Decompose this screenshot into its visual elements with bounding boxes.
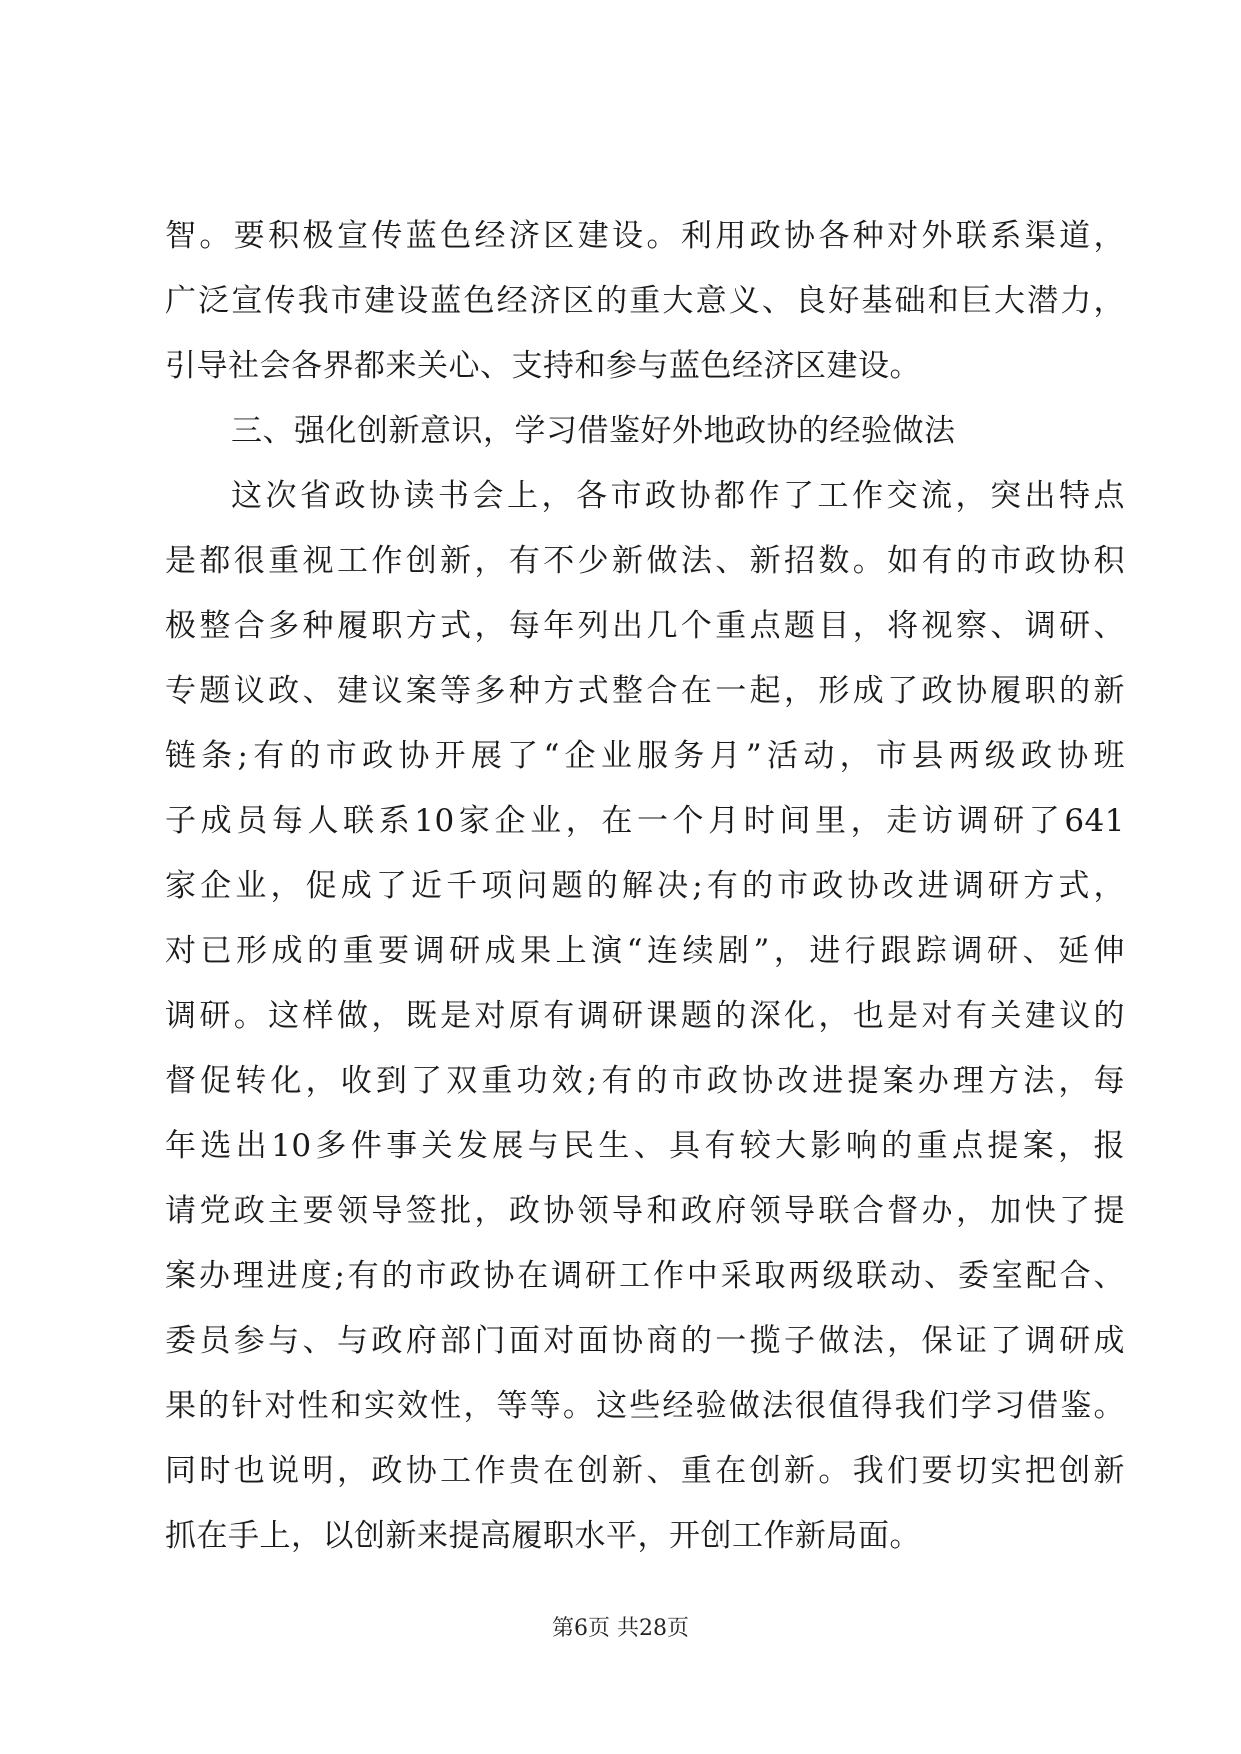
text-line: 是都很重视工作创新，有不少新做法、新招数。如有的市政协积 — [165, 543, 1125, 579]
text-line: 广泛宣传我市建设蓝色经济区的重大意义、良好基础和巨大潜力， — [165, 283, 1125, 319]
text-line: 同时也说明，政协工作贵在创新、重在创新。我们要切实把创新 — [165, 1453, 1125, 1489]
text-line: 委员参与、与政府部门面对面协商的一揽子做法，保证了调研成 — [165, 1323, 1125, 1359]
text-line: 链条;有的市政协开展了“企业服务月”活动，市县两级政协班 — [165, 738, 1125, 774]
text-line: 年选出10多件事关发展与民生、具有较大影响的重点提案，报 — [165, 1128, 1125, 1164]
text-line: 极整合多种履职方式，每年列出几个重点题目，将视察、调研、 — [165, 608, 1125, 644]
text-line: 果的针对性和实效性，等等。这些经验做法很值得我们学习借鉴。 — [165, 1388, 1125, 1424]
text-line: 智。要积极宣传蓝色经济区建设。利用政协各种对外联系渠道， — [165, 218, 1125, 254]
text-line: 抓在手上，以创新来提高履职水平，开创工作新局面。 — [165, 1518, 921, 1554]
text-line: 对已形成的重要调研成果上演“连续剧”，进行跟踪调研、延伸 — [165, 933, 1125, 969]
text-line: 督促转化，收到了双重功效;有的市政协改进提案办理方法，每 — [165, 1063, 1125, 1099]
text-line: 这次省政协读书会上，各市政协都作了工作交流，突出特点 — [231, 478, 1125, 514]
body-text — [165, 204, 1125, 1569]
text-line: 引导社会各界都来关心、支持和参与蓝色经济区建设。 — [165, 348, 921, 384]
text-line: 请党政主要领导签批，政协领导和政府领导联合督办，加快了提 — [165, 1193, 1125, 1229]
text-line: 案办理进度;有的市政协在调研工作中采取两级联动、委室配合、 — [165, 1258, 1125, 1294]
text-line: 家企业，促成了近千项问题的解决;有的市政协改进调研方式， — [165, 868, 1125, 904]
text-line: 子成员每人联系10家企业，在一个月时间里，走访调研了641 — [165, 803, 1125, 839]
text-line: 专题议政、建议案等多种方式整合在一起，形成了政协履职的新 — [165, 673, 1125, 709]
text-line: 调研。这样做，既是对原有调研课题的深化，也是对有关建议的 — [165, 998, 1125, 1034]
section-heading: 三、强化创新意识，学习借鉴好外地政协的经验做法 — [231, 413, 956, 449]
page-footer: 第6页 共28页 — [552, 1616, 689, 1641]
